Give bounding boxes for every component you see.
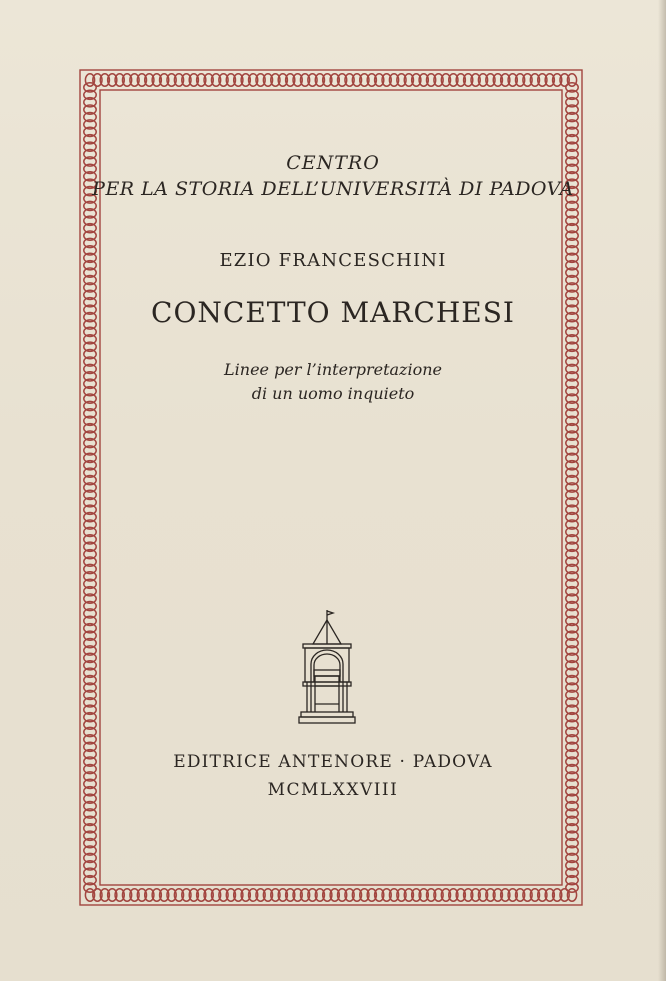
book-title: CONCETTO MARCHESI bbox=[151, 296, 515, 329]
publisher-line: EDITRICE ANTENORE · PADOVA bbox=[173, 752, 493, 772]
author-name: EZIO FRANCESCHINI bbox=[219, 250, 447, 271]
subtitle-line-1: Linee per l’interpretazione bbox=[224, 360, 442, 379]
publication-year: MCMLXXVIII bbox=[267, 780, 399, 800]
page-edge-shadow bbox=[658, 0, 666, 981]
series-line-1: CENTRO bbox=[286, 152, 380, 174]
series-line-2: PER LA STORIA DELL’UNIVERSITÀ DI PADOVA bbox=[92, 178, 574, 200]
arch-monument-icon bbox=[293, 608, 373, 732]
subtitle-line-2: di un uomo inquieto bbox=[251, 384, 415, 403]
